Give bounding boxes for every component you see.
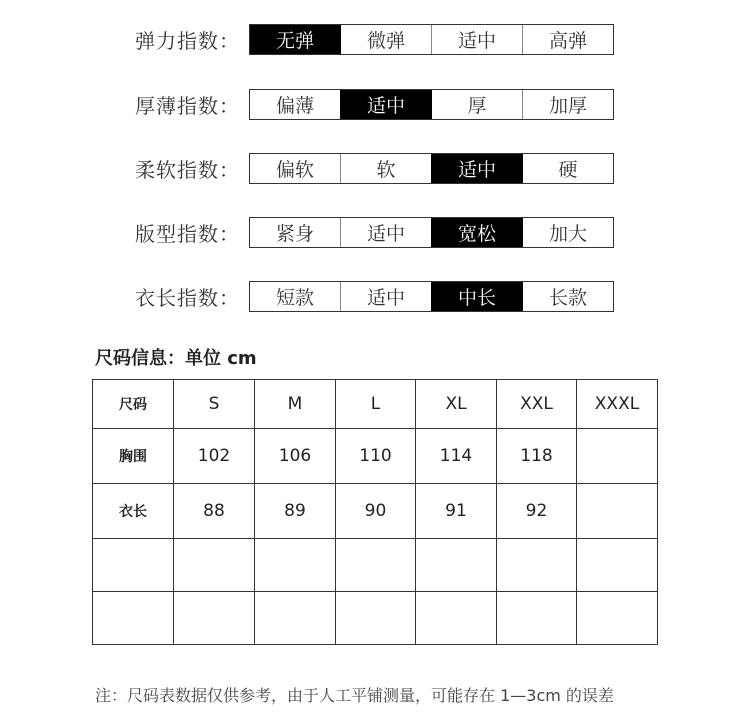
index-label: 柔软指数： (135, 158, 240, 182)
index-option: 中长 (431, 282, 522, 311)
header-cell: M (255, 380, 336, 429)
table-cell (577, 592, 658, 645)
index-option: 长款 (522, 282, 613, 311)
table-cell (577, 484, 658, 539)
header-cell: XXL (497, 380, 577, 429)
header-cell: S (174, 380, 255, 429)
size-info-title: 尺码信息：单位 cm (95, 348, 257, 369)
fit-index-row (0, 217, 750, 251)
index-option: 短款 (275, 287, 314, 309)
table-cell (93, 592, 174, 645)
index-scale (249, 89, 614, 120)
index-option: 无弹 (250, 25, 340, 54)
table-cell: 90 (336, 484, 416, 539)
header-cell: XL (416, 380, 497, 429)
table-cell (93, 539, 174, 592)
index-scale (249, 217, 614, 248)
index-option: 高弹 (522, 25, 613, 54)
header-cell: XXXL (577, 380, 658, 429)
table-cell: 110 (336, 429, 416, 484)
softness-index-row (0, 153, 750, 187)
table-cell: 88 (174, 484, 255, 539)
index-option: 适中 (340, 218, 431, 247)
table-cell (336, 592, 416, 645)
index-option: 适中 (431, 25, 522, 54)
index-option: 硬 (522, 154, 613, 183)
table-cell (255, 539, 336, 592)
table-cell: 89 (255, 484, 336, 539)
row-label-cell: 胸围 (93, 429, 174, 484)
index-option: 加大 (522, 218, 613, 247)
table-cell: 102 (174, 429, 255, 484)
index-scale (249, 153, 614, 184)
index-label: 弹力指数： (135, 29, 240, 53)
table-cell (497, 592, 577, 645)
table-row (93, 484, 658, 539)
index-option: 微弹 (340, 25, 431, 54)
index-option: 软 (340, 154, 431, 183)
table-cell (255, 592, 336, 645)
table-row (93, 539, 658, 592)
table-cell: 92 (497, 484, 577, 539)
length-index-row (0, 281, 750, 315)
index-option: 适中 (340, 90, 431, 119)
index-option: 宽松 (431, 218, 522, 247)
index-option: 适中 (340, 282, 431, 311)
index-option: 适中 (431, 154, 522, 183)
index-label: 厚薄指数： (135, 94, 240, 118)
table-cell: 91 (416, 484, 497, 539)
table-header-row (93, 380, 658, 429)
table-row (93, 592, 658, 645)
table-cell (416, 592, 497, 645)
index-option: 偏软 (275, 159, 314, 181)
table-cell (577, 539, 658, 592)
table-cell (416, 539, 497, 592)
index-option: 紧身 (275, 223, 314, 245)
header-cell: L (336, 380, 416, 429)
measurement-note: 注：尺码表数据仅供参考，由于人工平铺测量，可能存在 1—3cm 的误差 (95, 686, 614, 705)
table-cell: 114 (416, 429, 497, 484)
index-label: 版型指数： (135, 222, 240, 246)
index-option: 偏薄 (275, 95, 314, 117)
index-option: 厚 (431, 90, 522, 119)
table-cell (336, 539, 416, 592)
index-option: 加厚 (522, 90, 613, 119)
table-row (93, 429, 658, 484)
header-cell: 尺码 (93, 380, 174, 429)
elasticity-index-row (0, 24, 750, 58)
table-cell (497, 539, 577, 592)
table-cell: 118 (497, 429, 577, 484)
thickness-index-row (0, 89, 750, 123)
index-scale (249, 281, 614, 312)
row-label-cell: 衣长 (93, 484, 174, 539)
index-label: 衣长指数： (135, 286, 240, 310)
table-cell (577, 429, 658, 484)
index-scale (249, 24, 614, 55)
table-cell: 106 (255, 429, 336, 484)
size-table (92, 379, 658, 645)
table-cell (174, 539, 255, 592)
table-cell (174, 592, 255, 645)
